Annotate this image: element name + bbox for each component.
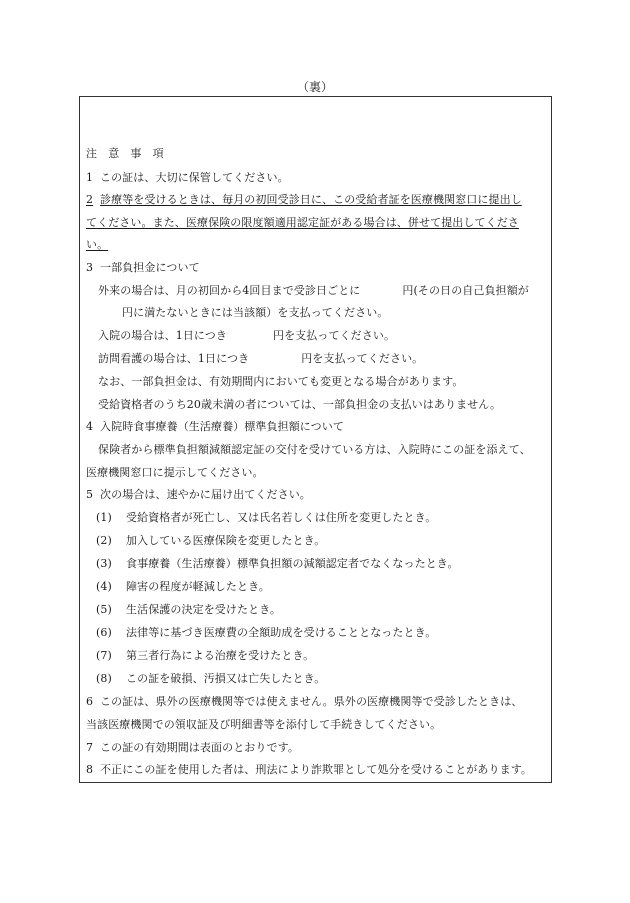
sub-item-text: 食事療養（生活療養）標準負担額の減額認定者でなくなったとき。 — [126, 557, 459, 570]
sub-item-3 — [96, 557, 459, 571]
notice-item-1 — [86, 171, 289, 185]
fee-note-2: 受給資格者のうち20歳未満の者については、一部負担金の支払いはありません。 — [98, 398, 502, 411]
item-number: 8 — [86, 763, 94, 776]
notice-item-4 — [86, 420, 344, 434]
visiting-text-a: 訪問看護の場合は、1日につき — [98, 352, 250, 365]
fee-note-1: なお、一部負担金は、有効期間内においても変更となる場合があります。 — [98, 375, 464, 388]
visiting-nurse-fee-line — [98, 352, 423, 366]
inpatient-text-b: 円を支払ってください。 — [272, 329, 396, 342]
inpatient-text-a: 入院の場合は、1日につき — [98, 329, 227, 342]
page-side-label: （裏） — [296, 80, 333, 94]
item-number: 2 — [86, 193, 94, 206]
item-text: この証の有効期間は表面のとおりです。 — [100, 741, 299, 754]
notice-item-8 — [86, 763, 532, 777]
outpatient-text-a: 外来の場合は、月の初回から4回目まで受診日ごとに — [98, 284, 361, 297]
sub-item-number: (7) — [96, 649, 112, 662]
item-text-line-1: 診療等を受けるときは、毎月の初回受診日に、この受給者証を医療機関窓口に提出し — [100, 193, 522, 206]
notice-item-6 — [86, 695, 522, 709]
sub-item-text: 生活保護の決定を受けたとき。 — [126, 603, 281, 616]
item-text-line-1: この証は、県外の医療機関等では使えません。県外の医療機関等で受診したときは、 — [100, 695, 523, 708]
item-number: 1 — [86, 171, 94, 184]
item-number: 5 — [86, 488, 94, 501]
sub-item-1 — [96, 511, 436, 525]
sub-item-text: 障害の程度が軽減したとき。 — [126, 580, 270, 593]
item-number: 3 — [86, 261, 94, 274]
item-2-text-line-3: い。 — [86, 238, 109, 251]
sub-item-2 — [96, 534, 325, 548]
item-title: 入院時食事療養（生活療養）標準負担額について — [100, 420, 344, 433]
notice-box — [79, 96, 552, 783]
sub-item-6 — [96, 626, 436, 640]
item-text: 不正にこの証を使用した者は、刑法により詐欺罪として処分を受けることがあります。 — [100, 763, 533, 776]
outpatient-text-b: 円(その日の自己負担額が — [402, 284, 529, 297]
item-text: この証は、大切に保管してください。 — [100, 171, 289, 184]
notice-item-7 — [86, 741, 299, 755]
sub-item-text: 第三者行為による治療を受けたとき。 — [126, 649, 315, 662]
item-4-text-line-2: 医療機関窓口に提示してください。 — [86, 466, 264, 479]
item-number: 7 — [86, 741, 94, 754]
sub-item-number: (1) — [96, 511, 112, 524]
sub-item-number: (4) — [96, 580, 112, 593]
sub-item-number: (3) — [96, 557, 112, 570]
sub-item-number: (2) — [96, 534, 112, 547]
item-title: 一部負担金について — [100, 261, 200, 274]
item-4-text-line-1: 保険者から標準負担額減額認定証の交付を受けている方は、入院時にこの証を添えて、 — [98, 443, 531, 456]
visiting-text-b: 円を支払ってください。 — [301, 352, 424, 365]
notice-item-5 — [86, 488, 311, 502]
outpatient-text-c: 円に満たないときには当該額）を支払ってください。 — [122, 306, 389, 319]
sub-item-text: 受給資格者が死亡し、又は氏名若しくは住所を変更したとき。 — [126, 511, 437, 524]
sub-item-text: この証を破損、汚損又は亡失したとき。 — [126, 672, 326, 685]
sub-item-5 — [96, 603, 281, 617]
sub-item-text: 法律等に基づき医療費の全額助成を受けることとなったとき。 — [126, 626, 437, 639]
sub-item-number: (5) — [96, 603, 112, 616]
item-6-text-line-2: 当該医療機関での領収証及び明細書等を添付して手続きしてください。 — [86, 718, 442, 731]
item-number: 4 — [86, 420, 94, 433]
outpatient-fee-line — [98, 284, 529, 298]
item-number: 6 — [86, 695, 94, 708]
inpatient-fee-line — [98, 329, 395, 343]
sub-item-4 — [96, 580, 270, 594]
sub-item-text: 加入している医療保険を変更したとき。 — [126, 534, 326, 547]
sub-item-8 — [96, 672, 325, 686]
notice-heading: 注 意 事 項 — [86, 147, 164, 160]
sub-item-number: (8) — [96, 672, 112, 685]
item-title: 次の場合は、速やかに届け出てください。 — [100, 488, 311, 501]
sub-item-number: (6) — [96, 626, 112, 639]
item-2-text-line-2: てください。また、医療保険の限度額適用認定証がある場合は、併せて提出してくださ — [86, 216, 519, 229]
notice-item-3 — [86, 261, 200, 275]
notice-item-2 — [86, 193, 522, 207]
sub-item-7 — [96, 649, 314, 663]
